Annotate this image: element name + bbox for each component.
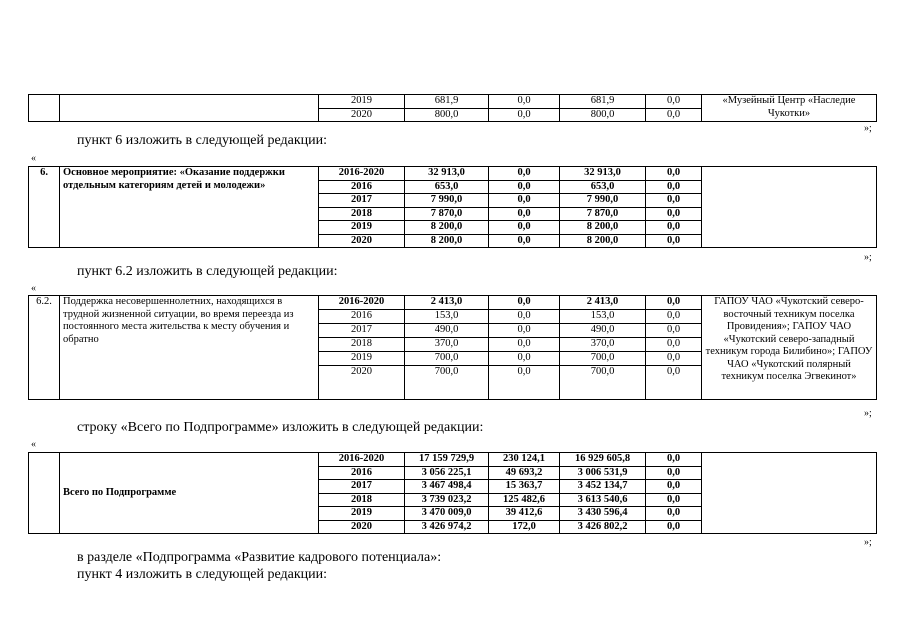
close-quote: »; <box>864 123 872 134</box>
table-row: 2019 700,0 0,0 700,0 0,0 <box>29 352 877 366</box>
top-table <box>28 94 877 122</box>
name-cell: Всего по Подпрограмме <box>60 453 319 534</box>
table-row: 2020 700,0 0,0 700,0 0,0 <box>29 366 877 400</box>
executor-cell <box>702 453 877 534</box>
close-quote: »; <box>864 252 872 263</box>
table-row: 6. Основное мероприятие: «Оказание поддержки отдельным категориям детей и молодежи» 2016-2020 32 913,0 0,0 32 913,0 0,0 <box>29 167 877 181</box>
paragraph: пункт 6 изложить в следующей редакции: <box>77 133 327 148</box>
table-row: 2017 7 990,0 0,0 7 990,0 0,0 <box>29 194 877 208</box>
table-row: 2016 153,0 0,0 153,0 0,0 <box>29 310 877 324</box>
close-quote: »; <box>864 408 872 419</box>
close-quote: »; <box>864 537 872 548</box>
open-quote: « <box>31 283 36 294</box>
table-row: 2020 800,0 0,0 800,0 0,0 <box>29 108 877 122</box>
name-cell: Основное мероприятие: «Оказание поддержки отдельным категориям детей и молодежи» <box>60 167 319 248</box>
paragraph: строку «Всего по Подпрограмме» изложить в следующей редакции: <box>77 420 484 435</box>
name-cell: Поддержка несовершеннолетних, находящихся в трудной жизненной ситуации, во время переезда из постоянного места жительства к месту обучения и обратно <box>60 296 319 400</box>
table-row: 2019 8 200,0 0,0 8 200,0 0,0 <box>29 221 877 235</box>
table-row: 2018 3 739 023,2 125 482,6 3 613 540,6 0,0 <box>29 493 877 507</box>
table-row: 2019 3 470 009,0 39 412,6 3 430 596,4 0,0 <box>29 507 877 521</box>
num-cell: 6. <box>29 167 60 248</box>
name-cell <box>60 95 319 122</box>
table-row: 6.2. Поддержка несовершеннолетних, находящихся в трудной жизненной ситуации, во время переезда из постоянного места жительства к месту обучения и обратно 2016-2020 2 413,0 0,0 2 413,0 0,0 ГАПОУ ЧАО «Чукотский северо-восточный техникум поселка Провидения»; ГАПОУ ЧАО «Чукотский северо-западный техникум города Билибино»; ГАПОУ ЧАО «Чукотский полярный техникум поселка Эгвекинот» <box>29 296 877 310</box>
table-row: 2016 653,0 0,0 653,0 0,0 <box>29 180 877 194</box>
paragraph: в разделе «Подпрограмма «Развитие кадрового потенциала»: <box>77 550 442 565</box>
table-item-6-2 <box>28 295 877 400</box>
executor-cell: «Музейный Центр «Наследие Чукотки» <box>702 95 877 122</box>
table-row: 2018 370,0 0,0 370,0 0,0 <box>29 338 877 352</box>
table-item-6 <box>28 166 877 248</box>
executor-cell: ГАПОУ ЧАО «Чукотский северо-восточный техникум поселка Провидения»; ГАПОУ ЧАО «Чукотский северо-западный техникум города Билибино»; ГАПОУ ЧАО «Чукотский полярный техникум поселка Эгвекинот» <box>702 296 877 400</box>
num-cell: 6.2. <box>29 296 60 400</box>
open-quote: « <box>31 439 36 450</box>
table-row: 2016 3 056 225,1 49 693,2 3 006 531,9 0,0 <box>29 466 877 480</box>
num-cell <box>29 453 60 534</box>
num-cell <box>29 95 60 122</box>
table-row: 2020 8 200,0 0,0 8 200,0 0,0 <box>29 234 877 248</box>
paragraph: пункт 6.2 изложить в следующей редакции: <box>77 264 338 279</box>
table-row: 2017 490,0 0,0 490,0 0,0 <box>29 324 877 338</box>
table-total <box>28 452 877 534</box>
table-row: 2018 7 870,0 0,0 7 870,0 0,0 <box>29 207 877 221</box>
table-row: Всего по Подпрограмме 2016-2020 17 159 729,9 230 124,1 16 929 605,8 0,0 <box>29 453 877 467</box>
open-quote: « <box>31 153 36 164</box>
table-row: 2017 3 467 498,4 15 363,7 3 452 134,7 0,0 <box>29 480 877 494</box>
executor-cell <box>702 167 877 248</box>
paragraph: пункт 4 изложить в следующей редакции: <box>77 567 327 582</box>
table-row: 2020 3 426 974,2 172,0 3 426 802,2 0,0 <box>29 520 877 534</box>
table-row: 2019 681,9 0,0 681,9 0,0 «Музейный Центр «Наследие Чукотки» <box>29 95 877 109</box>
